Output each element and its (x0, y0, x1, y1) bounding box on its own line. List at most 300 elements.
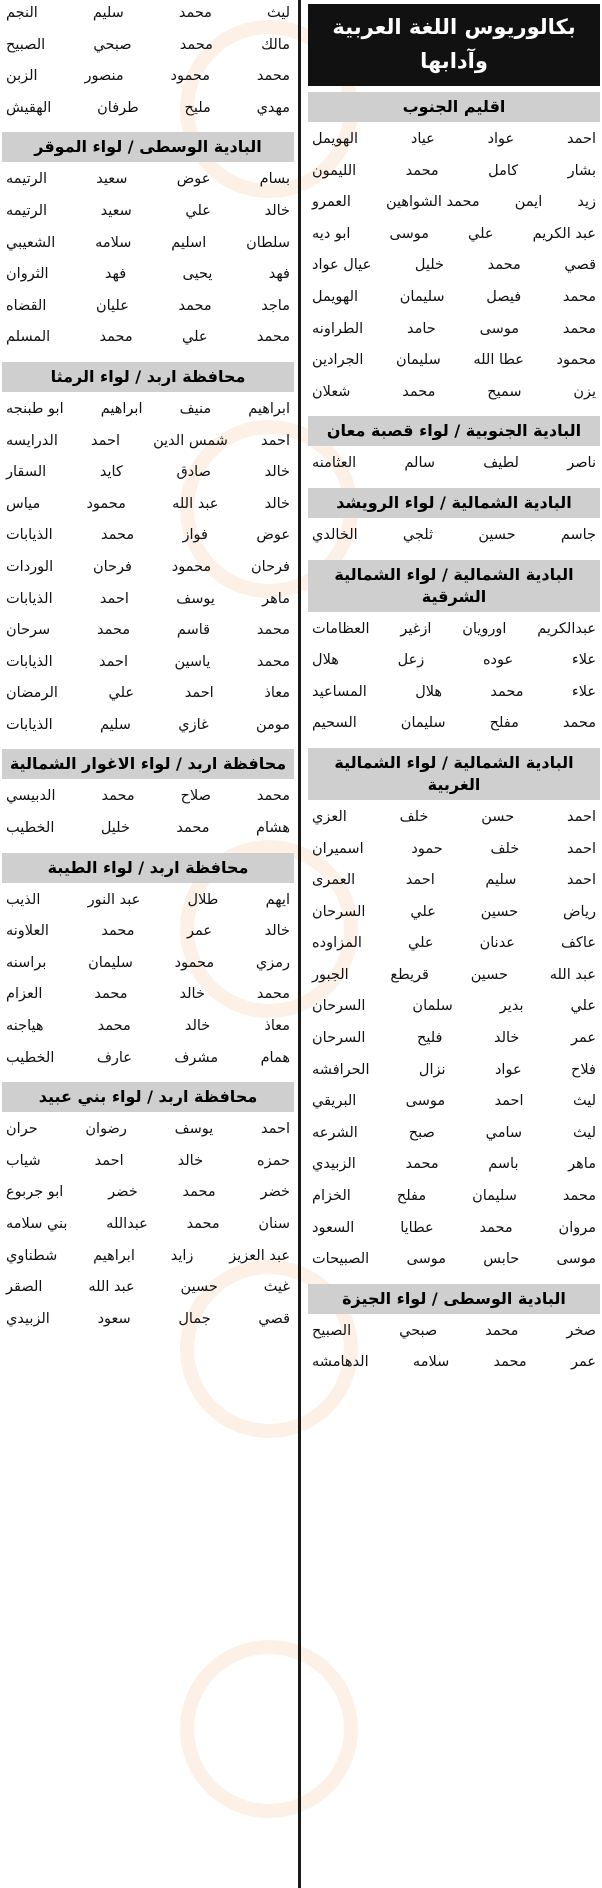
name-row (2, 0, 294, 32)
name-part: هياجنه (6, 1018, 44, 1035)
name-part: السرحان (312, 998, 366, 1015)
name-part: سلطان (246, 234, 290, 251)
name-part: همام (260, 1049, 290, 1066)
name-part: عدنان (479, 935, 515, 952)
name-part: باسم (488, 1156, 519, 1173)
name-part: حسين (180, 1279, 218, 1296)
name-part: مالك (261, 36, 290, 53)
name-part: خالد (264, 202, 290, 219)
name-part: زيد (577, 194, 596, 211)
name-part: الصبيحات (312, 1251, 370, 1268)
name-part: بني سلامه (6, 1216, 68, 1232)
name-part: احمد (567, 872, 596, 889)
name-row (2, 522, 294, 554)
name-part: فواز (182, 527, 208, 544)
name-part: صخر (566, 1322, 596, 1339)
name-part: رياض (563, 903, 596, 920)
name-part: الصبيح (312, 1322, 352, 1339)
name-part: محمد (493, 1354, 527, 1371)
name-part: الذيابات (6, 590, 53, 607)
section-header: البادية الوسطى / لواء الجيزة (308, 1284, 600, 1314)
name-part: معاذ (264, 1018, 290, 1035)
name-part: عمر (570, 1354, 596, 1371)
name-part: البريقي (312, 1093, 357, 1110)
name-part: بشار (567, 162, 596, 179)
name-part: مياس (6, 495, 41, 512)
name-part: مومن (255, 716, 290, 733)
name-row (2, 293, 294, 325)
name-row (2, 32, 294, 64)
name-row (308, 647, 600, 679)
name-part: خالد (264, 923, 290, 940)
name-part: كايد (99, 464, 123, 481)
name-part: عمر (187, 923, 213, 940)
name-part: سليم (485, 872, 517, 889)
name-part: شياب (6, 1152, 41, 1169)
name-part: العثامنه (312, 455, 357, 472)
name-part: سعود (97, 1310, 131, 1327)
name-part: ناصر (567, 455, 596, 472)
name-part: زعل (397, 652, 425, 669)
name-row (308, 1057, 600, 1089)
name-part: بسام (259, 171, 290, 188)
name-row (308, 1025, 600, 1057)
name-part: طرفان (97, 99, 139, 116)
name-part: عبدالله (106, 1216, 148, 1232)
name-part: ماهر (262, 590, 290, 607)
name-row (2, 1211, 294, 1243)
name-row (308, 347, 600, 379)
name-row (2, 783, 294, 815)
name-part: سرحان (6, 622, 51, 639)
name-row (2, 1116, 294, 1148)
name-part: مشرف (174, 1049, 219, 1066)
name-part: عواد (487, 131, 515, 147)
name-part: عطا الله (473, 352, 524, 369)
name-row (308, 1088, 600, 1120)
name-row (2, 981, 294, 1013)
name-part: جاسم (560, 526, 596, 543)
name-part: جمال (178, 1310, 211, 1327)
name-part: محمد (101, 923, 135, 940)
name-row (2, 491, 294, 523)
section-header: محافظة اربد / لواء الطيبة (2, 853, 294, 883)
name-part: سامي (485, 1124, 523, 1141)
name-part: الوردات (6, 558, 54, 575)
name-part: صادق (176, 464, 211, 481)
name-part: سليمان (395, 352, 441, 369)
name-part: اورويان (462, 620, 507, 637)
name-part: علاء (571, 683, 596, 700)
name-part: سليمان (88, 954, 133, 971)
name-row (2, 815, 294, 847)
name-part: فرحان (251, 558, 290, 575)
name-part: الهويمل (312, 131, 359, 147)
name-part: مليح (184, 99, 211, 116)
name-part: محمد (405, 1156, 439, 1173)
name-row (2, 63, 294, 95)
name-part: محمد (562, 1188, 596, 1205)
name-part: الذيابات (6, 653, 53, 670)
name-part: قصي (564, 257, 596, 274)
name-part: ايمن (514, 194, 543, 211)
name-part: موسى (556, 1251, 596, 1268)
name-part: محمد (256, 622, 290, 639)
name-row (2, 459, 294, 491)
name-part: محمد الشواهين (385, 194, 480, 211)
name-part: عطايا (400, 1219, 434, 1236)
name-part: محمود (86, 495, 126, 512)
name-part: سلمان (412, 998, 453, 1015)
name-part: موسى (405, 1093, 446, 1110)
name-part: احمد (567, 808, 596, 825)
name-part: الشرعه (312, 1124, 358, 1141)
name-row (308, 1349, 600, 1381)
name-part: سعيد (100, 202, 132, 219)
name-part: احمد (90, 432, 120, 449)
name-part: قريطع (390, 966, 429, 983)
name-part: عبد الله (88, 1279, 135, 1296)
name-part: حمزه (257, 1152, 290, 1169)
name-part: خليل (100, 820, 130, 837)
name-part: محمد (485, 1322, 519, 1339)
name-row (308, 1120, 600, 1152)
name-part: ابراهيم (93, 1247, 135, 1264)
name-part: خلف (399, 808, 429, 825)
name-row (308, 867, 600, 899)
section-header: البادية الوسطى / لواء الموقر (2, 132, 294, 162)
section-header: محافظة اربد / لواء بني عبيد (2, 1082, 294, 1112)
name-part: ليث (572, 1093, 596, 1110)
name-row (308, 616, 600, 648)
name-part: عارف (96, 1049, 132, 1066)
name-row (2, 586, 294, 618)
name-part: ابو جربوع (6, 1184, 64, 1201)
name-part: منصور (84, 68, 124, 85)
name-part: علي (108, 685, 135, 702)
name-row (308, 1151, 600, 1183)
name-part: معاذ (264, 685, 290, 702)
name-row (308, 189, 600, 221)
name-part: العلاونه (6, 923, 49, 940)
name-row (308, 1246, 600, 1278)
name-part: احمد (261, 432, 290, 449)
name-part: عوض (256, 527, 290, 544)
name-part: حسن (481, 808, 515, 825)
name-part: حمود (411, 840, 443, 857)
name-part: عاكف (561, 935, 596, 952)
name-part: عبد النور (87, 891, 141, 908)
name-row (2, 1179, 294, 1211)
section-header: البادية الشمالية / لواء الرويشد (308, 488, 600, 518)
section-header: محافظة اربد / لواء الاغوار الشمالية (2, 749, 294, 779)
name-part: مفلح (489, 715, 519, 732)
name-row (2, 1306, 294, 1338)
name-part: الهقيش (6, 99, 52, 116)
name-part: غيث (263, 1279, 290, 1296)
name-part: موسى (389, 225, 429, 242)
name-part: الزبيدي (312, 1156, 356, 1173)
name-row (308, 284, 600, 316)
name-part: موسى (406, 1251, 446, 1268)
name-part: طلال (187, 891, 219, 908)
name-part: الرمضان (6, 685, 58, 702)
name-row (2, 95, 294, 127)
name-row (308, 679, 600, 711)
name-part: ابو ديه (312, 225, 351, 242)
name-row (308, 450, 600, 482)
name-part: عبد العزيز (229, 1247, 290, 1264)
name-row (2, 918, 294, 950)
heading-line-2: وآدابها (420, 49, 488, 73)
name-row (2, 1045, 294, 1077)
name-part: المسلم (6, 329, 51, 346)
name-part: ثلجي (402, 526, 434, 543)
name-part: الرتيمه (6, 171, 48, 188)
name-row (308, 836, 600, 868)
name-part: علي (468, 225, 494, 242)
name-part: ماجد (261, 297, 290, 314)
name-part: محمد (487, 257, 521, 274)
name-part: القضاه (6, 297, 47, 314)
name-part: محمد (405, 162, 439, 179)
name-part: احمد (184, 685, 214, 702)
name-part: علي (410, 903, 436, 920)
name-row (2, 950, 294, 982)
name-part: سلامه (95, 234, 132, 251)
name-part: عياد (410, 131, 435, 147)
name-row (2, 1013, 294, 1045)
name-row (2, 324, 294, 356)
name-part: محمود (170, 68, 210, 85)
name-part: زايد (170, 1247, 194, 1264)
name-part: نزال (418, 1061, 446, 1078)
name-part: خلف (490, 840, 520, 857)
name-part: فلاح (571, 1061, 596, 1078)
name-part: علي (570, 998, 596, 1015)
name-part: محمد (179, 36, 213, 53)
name-part: سليمان (472, 1188, 517, 1205)
name-part: لطيف (483, 455, 519, 472)
name-part: اسليم (171, 234, 207, 251)
name-part: الخطيب (6, 820, 55, 837)
name-part: الثروان (6, 266, 49, 283)
name-part: محمد (256, 653, 290, 670)
name-part: ايهم (265, 891, 290, 908)
name-row (2, 554, 294, 586)
name-part: خالد (264, 464, 290, 481)
name-row (2, 712, 294, 744)
name-part: موسى (479, 320, 520, 337)
name-part: العمرى (312, 872, 356, 889)
name-row (308, 316, 600, 348)
name-row (308, 379, 600, 411)
name-part: السرحان (312, 1030, 366, 1047)
name-row (308, 1183, 600, 1215)
name-part: محمد (186, 1216, 220, 1232)
name-part: اسميران (312, 840, 364, 857)
name-part: ماهر (568, 1156, 596, 1173)
name-part: حسين (480, 903, 519, 920)
name-part: عيال عواد (312, 257, 372, 274)
section-header: البادية الشمالية / لواء الشمالية الشرقية (308, 560, 600, 612)
name-row (308, 930, 600, 962)
name-part: ابو طبنجه (6, 400, 64, 417)
name-part: خضر (260, 1184, 290, 1201)
name-row (2, 261, 294, 293)
name-part: محمود (171, 558, 212, 575)
name-part: يحيى (182, 266, 213, 283)
name-part: محمد (256, 788, 290, 805)
name-part: الذيابات (6, 527, 53, 544)
name-part: سالم (404, 455, 436, 472)
name-part: قاسم (176, 622, 211, 639)
name-row (2, 230, 294, 262)
name-part: محمود (174, 954, 215, 971)
name-part: المزاوده (312, 935, 362, 952)
name-part: عمر (570, 1030, 596, 1047)
name-part: مفلح (396, 1188, 427, 1205)
name-part: عوض (176, 171, 211, 188)
name-part: براسنه (6, 954, 47, 971)
name-part: الحرافشه (312, 1061, 370, 1078)
name-row (308, 899, 600, 931)
name-part: عبد الكريم (532, 225, 596, 242)
name-part: بدير (499, 998, 524, 1015)
name-part: محمد (402, 383, 436, 400)
name-part: الزبيدي (6, 1310, 50, 1327)
section-header: محافظة اربد / لواء الرمثا (2, 362, 294, 392)
name-part: خالد (177, 1152, 204, 1169)
name-part: فرحان (92, 558, 132, 575)
name-part: محمد (97, 622, 131, 639)
name-part: الطراونه (312, 320, 364, 337)
name-part: المساعيد (312, 683, 367, 700)
name-part: محمد (101, 788, 135, 805)
name-part: علي (182, 329, 208, 346)
name-part: محمود (556, 352, 596, 369)
name-part: خالد (179, 986, 205, 1003)
name-part: الجبور (312, 966, 349, 983)
clock-watermark-icon (180, 1640, 358, 1818)
name-part: سميح (487, 383, 522, 400)
name-part: حران (6, 1121, 38, 1138)
name-part: حابس (483, 1251, 520, 1268)
name-part: محمد (99, 329, 133, 346)
name-part: السعود (312, 1219, 355, 1236)
name-row (308, 158, 600, 190)
name-part: عواد (494, 1061, 522, 1078)
name-row (2, 198, 294, 230)
name-part: حامد (407, 320, 436, 337)
name-part: هلال (415, 683, 443, 700)
name-row (308, 126, 600, 158)
name-part: عوده (482, 652, 514, 669)
right-column (308, 0, 600, 1381)
name-part: الصقر (6, 1279, 43, 1296)
name-part: محمد (94, 986, 128, 1003)
name-part: سلامه (412, 1354, 450, 1371)
name-part: يزن (573, 383, 596, 400)
name-part: فيصل (486, 288, 522, 305)
name-row (2, 396, 294, 428)
name-part: الدرايسه (6, 432, 58, 449)
name-part: علي (185, 202, 211, 219)
name-part: كامل (488, 162, 519, 179)
name-part: سنان (258, 1216, 290, 1232)
name-part: محمد (101, 527, 135, 544)
name-part: العزي (312, 808, 347, 825)
name-part: سليم (99, 716, 131, 733)
left-column (2, 0, 294, 1337)
name-part: ازغير (400, 620, 432, 637)
name-part: حسين (478, 526, 516, 543)
name-row (2, 1148, 294, 1180)
name-part: العزام (6, 986, 43, 1003)
name-part: الخطيب (6, 1049, 55, 1066)
name-part: احمد (94, 1152, 124, 1169)
name-part: سليمان (400, 715, 446, 732)
name-part: السقار (6, 464, 47, 481)
name-part: محمد (256, 68, 290, 85)
name-row (2, 1274, 294, 1306)
name-part: مروان (558, 1219, 596, 1236)
left-column-body (2, 0, 294, 1337)
name-part: الزبن (6, 68, 38, 85)
name-part: الخالدي (312, 526, 358, 543)
name-part: هشام (256, 820, 290, 837)
name-part: صبحي (399, 1322, 438, 1339)
name-part: سعيد (96, 171, 128, 188)
name-part: احمد (261, 1121, 290, 1138)
name-part: محمد (490, 683, 524, 700)
name-part: هلال (312, 652, 339, 669)
name-part: علاء (571, 652, 596, 669)
name-row (308, 710, 600, 742)
name-row (308, 993, 600, 1025)
name-part: شعلان (312, 383, 351, 400)
name-part: عبد الله (172, 495, 219, 512)
name-part: محمد (178, 297, 212, 314)
name-part: محمد (97, 1018, 131, 1035)
name-part: غازي (178, 716, 209, 733)
name-part: يوسف (174, 1121, 214, 1138)
name-part: خالد (493, 1030, 520, 1047)
name-part: محمد (562, 715, 596, 732)
name-part: احمد (567, 131, 596, 147)
name-row (308, 1318, 600, 1350)
name-part: الدبيسي (6, 788, 56, 805)
name-row (2, 887, 294, 919)
name-row (2, 1243, 294, 1275)
name-part: خالد (264, 495, 290, 512)
heading-line-1: بكالوريوس اللغة العربية (332, 15, 576, 39)
name-part: صلاح (180, 788, 211, 805)
name-part: فهد (268, 266, 290, 283)
name-part: محمد (479, 1219, 513, 1236)
name-part: قصي (258, 1310, 290, 1327)
name-part: الرتيمه (6, 202, 48, 219)
name-part: احمد (494, 1093, 524, 1110)
name-row (308, 221, 600, 253)
name-part: ابراهيم (100, 400, 143, 417)
name-part: محمد (562, 288, 596, 305)
name-part: منيف (179, 400, 212, 417)
name-part: الدهامشه (312, 1354, 369, 1371)
name-part: عبد الله (549, 966, 596, 983)
name-row (308, 804, 600, 836)
name-part: علي (408, 935, 434, 952)
